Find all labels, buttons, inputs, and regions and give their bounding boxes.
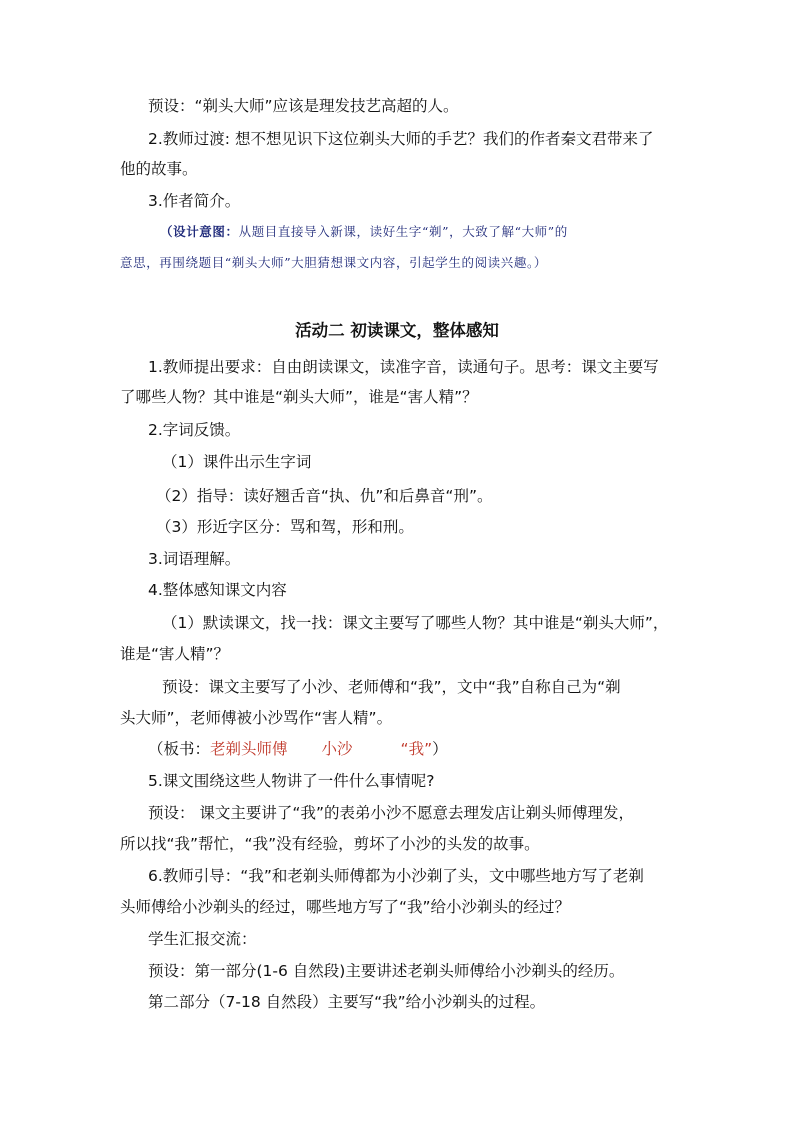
paragraph-line: 2.字词反馈。 — [148, 421, 241, 439]
paragraph-line: （1）默读课文，找一找：课文主要写了哪些人物？其中谁是“剃头大师”， — [162, 614, 669, 632]
design-intent-note-continued: 意思，再围绕题目“剃头大师”大胆猜想课文内容，引起学生的阅读兴趣。） — [120, 255, 547, 270]
section-heading: 活动二 初读课文，整体感知 — [295, 321, 499, 340]
paragraph-line: 头师傅给小沙剃头的经过，哪些地方写了“我”给小沙剃头的经过？ — [120, 898, 571, 916]
paragraph-line: （1）课件出示生字词 — [162, 453, 312, 471]
paragraph-line: 所以找“我”帮忙，“我”没有经验，剪坏了小沙的头发的故事。 — [120, 835, 540, 853]
paragraph-line: 2.教师过渡: 想不想见识下这位剃头大师的手艺？我们的作者秦文君带来了 — [148, 130, 654, 148]
board-item-xiaosha: 小沙 — [321, 740, 353, 758]
blackboard-notes — [148, 739, 448, 759]
paragraph-line: 第二部分（7-18 自然段）主要写“我”给小沙剃头的过程。 — [148, 993, 546, 1011]
paragraph-line: （2）指导：读好翘舌音“执、仇”和后鼻音“刑”。 — [156, 487, 493, 505]
paragraph-line: 预设：“剃头大师”应该是理发技艺高超的人。 — [148, 97, 459, 115]
paragraph-line: （3）形近字区分：骂和驾，形和刑。 — [156, 518, 414, 536]
paragraph-line: 3.词语理解。 — [148, 550, 241, 568]
board-item-old-barber: 老剃头师傅 — [210, 740, 288, 758]
board-item-me: “我” — [400, 740, 433, 758]
paragraph-line: 学生汇报交流： — [148, 930, 257, 948]
paragraph-line: 1.教师提出要求：自由朗读课文，读准字音，读通句子。思考：课文主要写 — [148, 358, 659, 376]
paragraph-line: 6.教师引导：“我”和老剃头师傅都为小沙剃了头，文中哪些地方写了老剃 — [148, 867, 644, 885]
design-intent-note — [160, 223, 568, 241]
board-prefix: （板书： — [148, 740, 211, 758]
paragraph-line: 谁是“害人精”？ — [120, 645, 230, 663]
design-intent-label: （设计意图： — [160, 224, 239, 239]
paragraph-line: 3.作者简介。 — [148, 192, 241, 210]
paragraph-line: 预设：课文主要写了小沙、老师傅和“我”，文中“我”自称自己为“剃 — [162, 678, 621, 696]
paragraph-line: 了哪些人物？其中谁是“剃头大师”，谁是“害人精”？ — [120, 388, 478, 406]
paragraph-line: 他的故事。 — [120, 160, 198, 178]
board-suffix: ） — [432, 740, 448, 758]
paragraph-line: 5.课文围绕这些人物讲了一件什么事情呢? — [148, 772, 435, 790]
paragraph-line: 预设： 课文主要讲了“我”的表弟小沙不愿意去理发店让剃头师傅理发， — [148, 804, 634, 822]
paragraph-line: 预设：第一部分(1-6 自然段)主要讲述老剃头师傅给小沙剃头的经历。 — [148, 962, 625, 980]
paragraph-line: 4.整体感知课文内容 — [148, 581, 287, 599]
design-intent-text: 从题目直接导入新课，读好生字“剃”，大致了解“大师”的 — [238, 224, 568, 239]
paragraph-line: 头大师”，老师傅被小沙骂作“害人精”。 — [120, 709, 393, 727]
